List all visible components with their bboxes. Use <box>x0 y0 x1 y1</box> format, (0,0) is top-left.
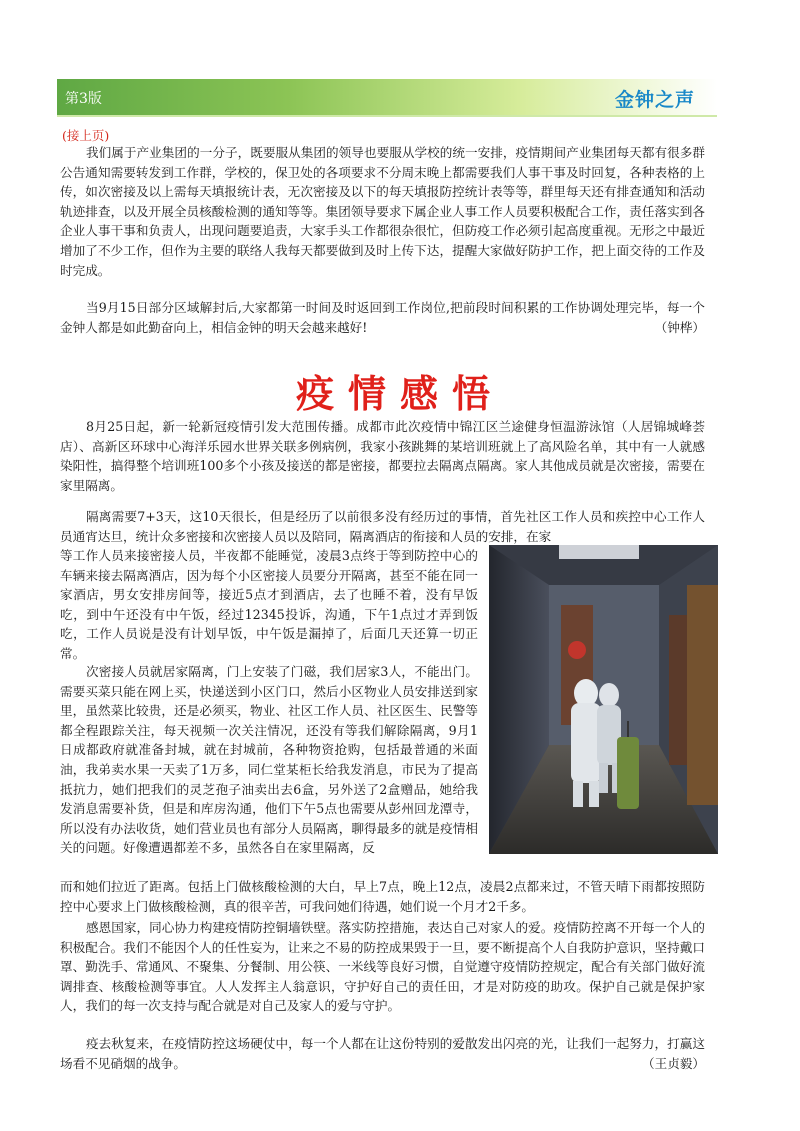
article2-author: （王贞毅） <box>642 1055 705 1071</box>
article2-paragraph-5-text: 疫去秋复来，在疫情防控这场硬仗中，每一个人都在让这份特别的爱散发出闪亮的光，让我们一起努力，打赢这场看不见硝烟的战争。 <box>60 1036 705 1071</box>
article2-paragraph-2a: 隔离需要7+3天，这10天很长，但是经历了以前很多没有经历过的事情，首先社区工作人员和疾控中心工作人员通宵达旦，统计众多密接和次密接人员以及陪同，隔离酒店的衔接和人员的安排，在家 <box>60 509 705 544</box>
continued-label: (接上页) <box>62 128 110 143</box>
article-title: 疫情感悟 <box>295 371 504 416</box>
article1-paragraph-1: 我们属于产业集团的一分子，既要服从集团的领导也要服从学校的统一安排，疫情期间产业集团每天都有很多群公告通知需要转发到工作群，学校的，保卫处的各项要求不分周末晚上都需要我们人事干事及时回复，各种表格的上传，如次密接及以上需每天填报统计表，无次密接及以下的每天填报防控统计表等等，群里每天还有排查通知和活动轨迹排查，以及开展全员核酸检测的通知等等。集团领导要求下属企业人事工作人员要积极配合工作，责任落实到各企业人事干事和负责人，出现问题要追责，大家手头工作都很杂很忙，但防疫工作必须引起高度重视。无形之中最近增加了不少工作，但作为主要的联络人我每天都要做到及时上传下达，提醒大家做好防护工作，把上面交待的工作及时完成。 <box>60 145 705 278</box>
article1-paragraph-2-text: 当9月15日部分区域解封后,大家都第一时间及时返回到工作岗位,把前段时间积累的工作协调处理完毕，每一个金钟人都是如此勤奋向上，相信金钟的明天会越来越好! <box>60 300 705 335</box>
quarantine-corridor-photo <box>489 545 718 854</box>
article2-paragraph-1: 8月25日起，新一轮新冠疫情引发大范围传播。成都市此次疫情中锦江区兰途健身恒温游泳馆（人居锦城峰荟店）、高新区环球中心海洋乐园水世界关联多例病例，我家小孩跳舞的某培训班就上了高风险名单，其中有一人就感染阳性，搞得整个培训班100多个小孩及接送的都是密接，都要拉去隔离点隔离。家人其他成员就是次密接，需要在家里隔离。 <box>60 419 705 493</box>
article2-paragraph-5 <box>60 1034 705 1073</box>
issue-label: 第3版 <box>65 91 102 107</box>
masthead-title: 金钟之声 <box>614 89 695 111</box>
article2-paragraph-2b: 等工作人员来接密接人员，半夜都不能睡觉，凌晨3点终于等到防控中心的车辆来接去隔离酒店，因为每个小区密接人员要分开隔离，甚至不能在同一家酒店，男女安排房间等，接近5点才到酒店，去了也睡不着，没有早饭吃，到中午还没有中午饭，经过12345投诉，沟通，下午1点过才弄到饭吃，工作人员说是没有计划早饭，中午饭是漏掉了，后面几天还算一切正常。 <box>60 548 478 661</box>
article1-author: （钟桦） <box>654 319 705 335</box>
article2-paragraph-3a: 次密接人员就居家隔离，门上安装了门磁，我们居家3人，不能出门。需要买菜只能在网上买，快递送到小区门口，然后小区物业人员安排送到家里，虽然菜比较贵，还是必须买，物业、社区工作人员、社区医生、民警等都全程跟踪关注，每天视频一次关注情况，还没有等我们解除隔离，9月1日成都政府就准备封城，就在封城前，各种物资抢购，包括最普通的米面油，我弟卖水果一天卖了1万多，同仁堂某柜长给我发消息，市民为了提高抵抗力，她们把我们的灵芝孢子油卖出去6盒，另外送了2盒赠品，她给我发消息需要补货，但是和库房沟通，他们下午5点也需要从彭州回龙潭寺，所以没有办法收货，她们营业员也有部分人员隔离，聊得最多的就是疫情相关的问题。好像遭遇都差不多，虽然各自在家里隔离，反 <box>60 664 478 856</box>
page-banner <box>57 79 717 117</box>
article1-paragraph-2 <box>60 298 705 337</box>
article2-paragraph-4: 感恩国家，同心协力构建疫情防控铜墙铁壁。落实防控措施，表达自己对家人的爱。疫情防控离不开每一个人的积极配合。我们不能因个人的任性妄为，让来之不易的防控成果毁于一旦，要不断提高个人自我防护意识，坚持戴口罩、勤洗手、常通风、不聚集、分餐制、用公筷、一米线等良好习惯，自觉遵守疫情防控规定，配合有关部门做好流调排查、核酸检测等事宜。人人发挥主人翁意识，守护好自己的责任田，才是对防疫的助攻。保护自己就是保护家人，我们的每一次支持与配合就是对自己及家人的爱与守护。 <box>60 920 705 1014</box>
article2-paragraph-3b: 而和她们拉近了距离。包括上门做核酸检测的大白，早上7点，晚上12点，凌晨2点都来过，不管天晴下雨都按照防控中心要求上门做核酸检测，真的很辛苦，可我问她们待遇，她们说一个月才2千多。 <box>60 879 705 914</box>
